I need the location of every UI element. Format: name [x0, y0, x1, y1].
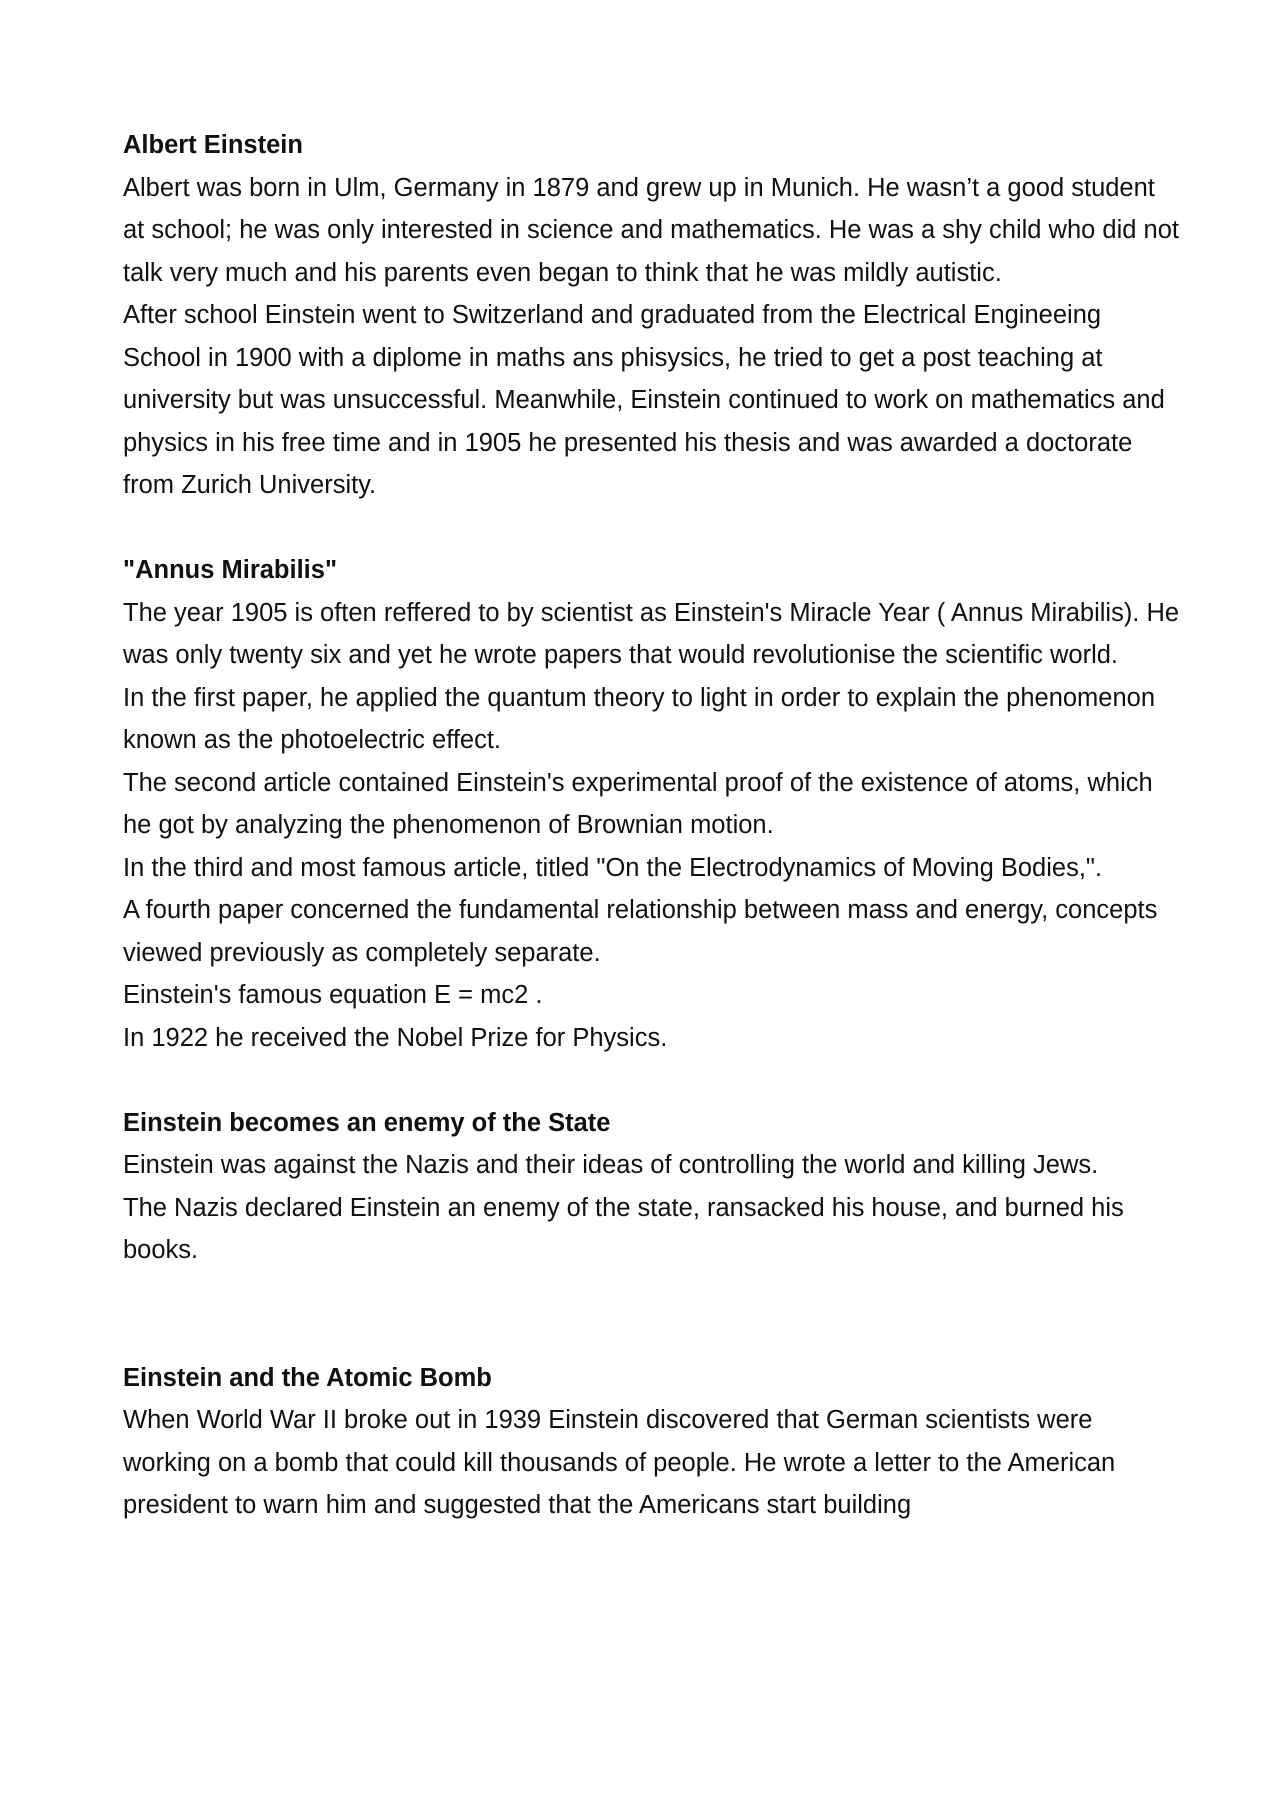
paragraph: In the third and most famous article, titled "On the Electrodynamics of Moving Bodies,". [123, 853, 1103, 882]
blank-line [123, 507, 1183, 550]
paragraph: Albert was born in Ulm, Germany in 1879 and grew up in Munich. He wasn’t a good student at school; he was only interested in science and mathematics. He was a shy child who did not talk very much and his parents even began to think that he was mildly autistic. [123, 173, 1179, 287]
section-heading: Einstein and the Atomic Bomb [123, 1363, 492, 1392]
section-annus-mirabilis [123, 549, 1183, 1059]
blank-lines [123, 1272, 1183, 1357]
section-albert-einstein [123, 124, 1183, 507]
paragraph: After school Einstein went to Switzerland and graduated from the Electrical Engineeing School in 1900 with a diplome in maths ans phisysics, he tried to get a post teaching at university but was unsuccessful. Meanwhile, Einstein continued to work on mathematics and physics in his free time and in 1905 he presented his thesis and was awarded a doctorate from Zurich University. [123, 301, 1165, 499]
paragraph: In 1922 he received the Nobel Prize for Physics. [123, 1023, 668, 1052]
paragraph: Einstein was against the Nazis and their ideas of controlling the world and killing Jews. [123, 1151, 1099, 1179]
section-enemy-of-the-state [123, 1102, 1183, 1272]
paragraph: A fourth paper concerned the fundamental relationship between mass and energy, concepts viewed previously as completely separate. [123, 896, 1158, 967]
paragraph: Einstein's famous equation E = mc2 . [123, 981, 543, 1009]
section-heading: Einstein becomes an enemy of the State [123, 1108, 611, 1137]
paragraph: The year 1905 is often reffered to by scientist as Einstein's Miracle Year ( Annus Mirabilis). He was only twenty six and yet he wrote papers that would revolutionise the scientific world. [123, 598, 1180, 669]
section-heading: "Annus Mirabilis" [123, 556, 338, 584]
paragraph: The second article contained Einstein's experimental proof of the existence of atoms, which he got by analyzing the phenomenon of Brownian motion. [123, 768, 1153, 839]
paragraph: When World War II broke out in 1939 Einstein discovered that German scientists were working on a bomb that could kill thousands of people. He wrote a letter to the American president to warn him and suggested that the Americans start building [123, 1406, 1116, 1519]
document-page [123, 124, 1183, 1527]
section-heading: Albert Einstein [123, 131, 303, 159]
blank-line [123, 1059, 1183, 1102]
paragraph: The Nazis declared Einstein an enemy of the state, ransacked his house, and burned his books. [123, 1193, 1124, 1264]
section-atomic-bomb [123, 1357, 1183, 1527]
paragraph: In the first paper, he applied the quantum theory to light in order to explain the phenomenon known as the photoelectric effect. [123, 683, 1156, 754]
